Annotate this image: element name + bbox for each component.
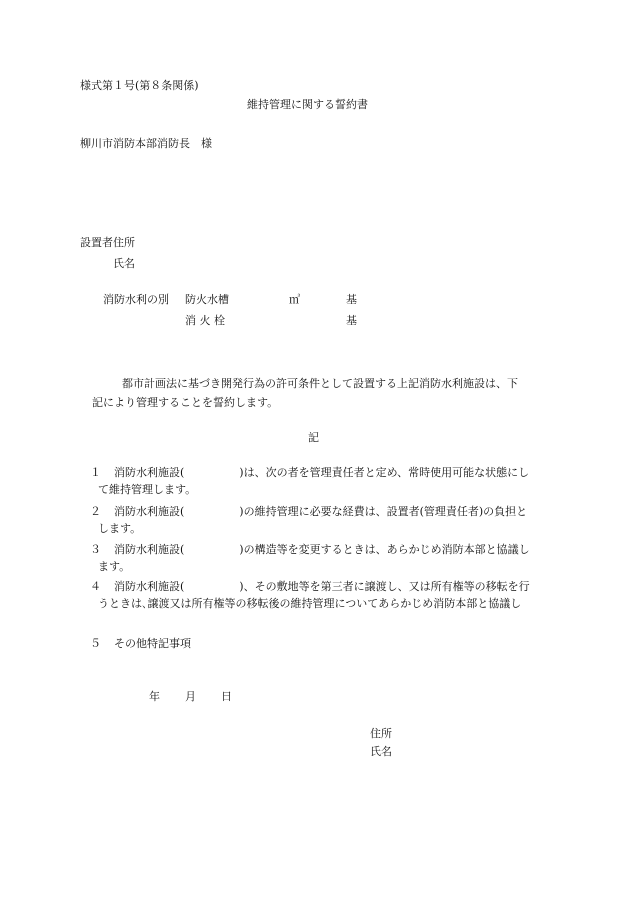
signer-address-label: 住所 bbox=[370, 727, 392, 740]
item-number: ２ bbox=[90, 505, 101, 518]
date-month: 月 bbox=[185, 690, 196, 703]
installer-address-label: 設置者住所 bbox=[80, 236, 135, 249]
item-line-1: 消防水利施設( )は、次の者を管理責任者と定め、常時使用可能な状態にし bbox=[114, 466, 530, 479]
facility-row2-type: 消 火 栓 bbox=[185, 314, 225, 327]
item-line-1: 消防水利施設( )、その敷地等を第三者に譲渡し、又は所有権等の移転を行 bbox=[114, 580, 530, 593]
facility-category-label: 消防水利の別 bbox=[103, 293, 169, 306]
installer-name-label: 氏名 bbox=[113, 257, 135, 270]
intro-line-2: 記により管理することを誓約します。 bbox=[92, 396, 279, 409]
addressee: 柳川市消防本部消防長 様 bbox=[80, 137, 212, 150]
facility-row1-count-unit: 基 bbox=[346, 293, 357, 306]
document-title: 維持管理に関する誓約書 bbox=[247, 98, 368, 111]
item-number: ３ bbox=[90, 543, 101, 556]
form-number: 様式第１号(第８条関係) bbox=[80, 79, 199, 92]
item-number: １ bbox=[90, 466, 101, 479]
item-line-1: 消防水利施設( )の構造等を変更するときは、あらかじめ消防本部と協議し bbox=[114, 543, 530, 556]
item-line-2: て維持管理します。 bbox=[98, 483, 197, 496]
date-day: 日 bbox=[221, 690, 232, 703]
item-line-1: 消防水利施設( )の維持管理に必要な経費は、設置者(管理責任者)の負担と bbox=[114, 505, 528, 518]
item-line-2: します。 bbox=[98, 522, 142, 535]
facility-row1-type: 防火水槽 bbox=[185, 293, 229, 306]
facility-row2-count-unit: 基 bbox=[346, 314, 357, 327]
item-number: ４ bbox=[90, 580, 101, 593]
intro-line-1: 都市計画法に基づき開発行為の許可条件として設置する上記消防水利施設は、下 bbox=[122, 377, 518, 390]
item-line-2: ます。 bbox=[98, 560, 131, 573]
facility-row1-unit: ㎥ bbox=[289, 293, 300, 306]
signer-name-label: 氏名 bbox=[370, 745, 392, 758]
item-line-1: その他特記事項 bbox=[114, 637, 191, 650]
ki-heading: 記 bbox=[308, 431, 319, 444]
item-number: ５ bbox=[90, 637, 101, 650]
date-year: 年 bbox=[149, 690, 160, 703]
item-line-2: うときは､譲渡又は所有権等の移転後の維持管理についてあらかじめ消防本部と協議し bbox=[98, 597, 522, 610]
